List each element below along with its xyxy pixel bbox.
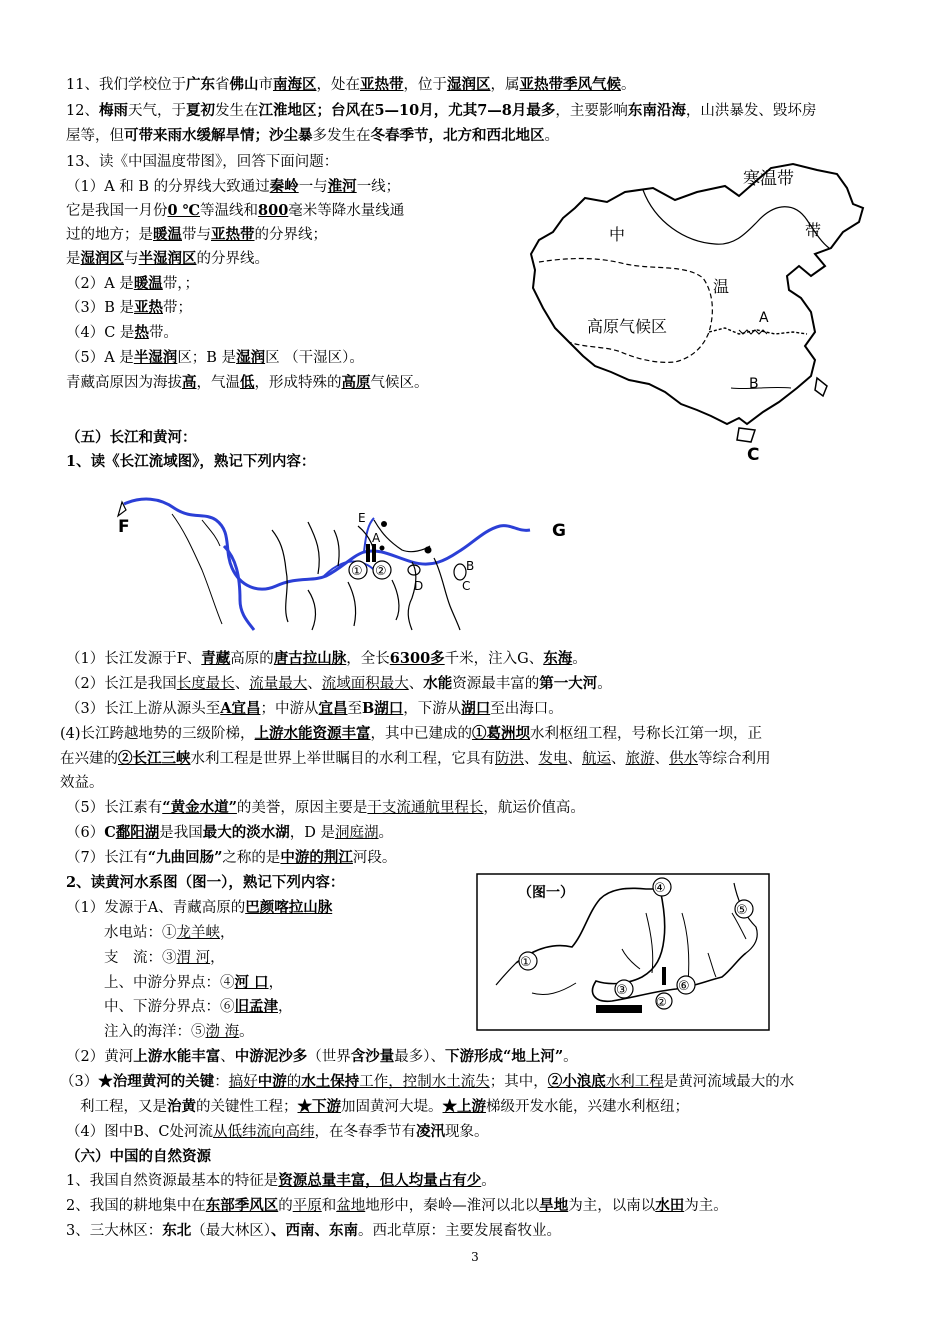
section-5-title: （五）长江和黄河：	[66, 429, 197, 446]
text: ，全长	[346, 651, 390, 667]
q13-title: 13、读《中国温度带图》，回答下面问题：	[66, 154, 339, 170]
q12-line1	[66, 101, 816, 121]
hh-sea	[104, 1022, 254, 1042]
hh-upper-middle	[104, 973, 283, 993]
text: 梅雨	[98, 102, 128, 119]
text: ，属	[490, 77, 520, 93]
hh-p3-line1	[60, 1072, 794, 1092]
text: 含沙量	[350, 1048, 395, 1065]
text: 。	[239, 1024, 254, 1040]
text: B	[362, 700, 375, 717]
answer: 流域面积最大	[321, 676, 409, 692]
yz-p7	[66, 848, 396, 868]
text: （3）	[60, 1074, 99, 1090]
text: （7）长江有	[66, 850, 148, 866]
text: （4）C 是	[66, 325, 135, 341]
answer: 旅游	[625, 751, 655, 767]
text: 东南	[328, 1222, 358, 1239]
text: 它是我国一月份	[66, 203, 168, 219]
answer: ②小浪底	[547, 1073, 606, 1090]
text: 地形中，秦岭—淮河以北以	[365, 1198, 540, 1214]
answer: 盆地	[336, 1198, 366, 1214]
text: 过的地方；是	[66, 227, 153, 243]
text: 省	[214, 77, 230, 93]
q13-line8	[66, 348, 364, 368]
hh-tributary	[104, 948, 225, 968]
label-d: D	[414, 579, 424, 593]
text: 的美誉，原因主要是	[236, 800, 368, 816]
text: 一线；	[356, 179, 401, 195]
answer: 暖温	[153, 226, 182, 243]
text: 青藏高原因为海拔	[66, 375, 182, 391]
text: 凌汛	[415, 1123, 445, 1140]
text: 至	[347, 701, 362, 717]
text: 2、我国的耕地集中在	[66, 1198, 206, 1214]
label-5: ⑤	[736, 903, 748, 918]
text: 、	[307, 676, 322, 692]
text: 支 流：③	[104, 950, 177, 966]
text: 河段。	[352, 850, 397, 866]
text: ；台风在	[316, 102, 375, 119]
text: 东南沿海	[627, 102, 686, 119]
q13-line4	[66, 249, 269, 269]
text: 。	[563, 1049, 578, 1065]
answer: A	[220, 700, 232, 717]
text: 。	[572, 651, 587, 667]
yz-p1	[66, 649, 587, 669]
q13-line6	[66, 298, 192, 318]
label-plateau-climate: 高原气候区	[587, 317, 668, 336]
answer: 工作，控制水土流失	[359, 1074, 490, 1090]
text: 第一大河	[539, 675, 598, 692]
text: 为主。	[684, 1198, 728, 1214]
text: 是黄河流域最大的水	[663, 1074, 795, 1090]
answer: 旧孟津	[234, 998, 278, 1015]
yangtze-intro: 1、读《长江流域图》，熟记下列内容：	[66, 453, 316, 470]
label-e: E	[358, 511, 366, 525]
section-6-title: （六）中国的自然资源	[66, 1148, 211, 1165]
text: ，气温	[196, 375, 240, 391]
text: （5）A 是	[66, 350, 134, 366]
q13-line7	[66, 323, 178, 343]
answer: 高	[182, 374, 197, 391]
label-dai: 带	[805, 221, 822, 240]
text: ，形成特殊的	[254, 375, 342, 391]
text: 中、下游分界点：⑥	[104, 999, 235, 1015]
answer: 青藏	[201, 650, 231, 667]
label-dam-1: ①	[351, 564, 363, 579]
label-c: C	[747, 445, 760, 464]
answer: 流量最大	[249, 676, 308, 692]
yellow-river-map	[476, 873, 770, 1031]
answer: 淮河	[327, 178, 357, 195]
text: ，	[268, 975, 284, 991]
text: ，主要影响	[555, 103, 628, 119]
text: （2）黄河	[66, 1049, 134, 1065]
text: ，D 是	[289, 825, 336, 841]
text: ，山洪暴发、毁坏房	[685, 103, 817, 119]
text: 的关键性工程；	[196, 1099, 298, 1115]
text: 。	[481, 1173, 496, 1189]
text: 的	[278, 1198, 293, 1214]
text: ，其中已建成的	[370, 726, 473, 742]
answer: 南海区	[272, 76, 317, 93]
answer: ★下游	[297, 1098, 341, 1115]
label-6: ⑥	[678, 979, 690, 994]
yz-p4-line3: 效益。	[60, 775, 104, 791]
q13-line2	[66, 201, 404, 221]
text: ；其中，	[489, 1074, 548, 1090]
yz-p5	[66, 798, 585, 818]
answer: 葛洲坝	[486, 725, 531, 742]
answer: 干支流通航里程长	[367, 800, 484, 816]
text: 、	[611, 751, 626, 767]
text: 、	[567, 751, 582, 767]
answer: 湿润区	[80, 250, 124, 267]
text: 屋等，但	[66, 128, 124, 144]
text: 天气，于	[127, 103, 186, 119]
answer: 唐古拉山脉	[273, 650, 347, 667]
text: 最大的淡水湖	[202, 824, 290, 841]
text: 带与	[182, 227, 211, 243]
text: 气候区。	[370, 375, 429, 391]
answer: 秦岭	[269, 178, 299, 195]
text: 现象。	[444, 1124, 489, 1140]
answer: 中游的荆江	[280, 849, 353, 866]
text: “地上河”	[502, 1048, 564, 1065]
hh-p4	[66, 1122, 488, 1142]
text: (4)长江跨越地势的三级阶梯，	[60, 726, 255, 742]
text: 、	[234, 676, 250, 692]
label-zhong: 中	[609, 225, 626, 244]
text: 区 （干湿区）。	[265, 350, 364, 366]
text: 、	[220, 1049, 235, 1065]
text: ，位于	[403, 77, 447, 93]
text: 区；B 是	[177, 350, 237, 366]
label-1: ①	[520, 955, 532, 970]
label-dam-2: ②	[375, 564, 387, 579]
res-line1	[66, 1171, 496, 1191]
answer: 亚热带季风气候	[519, 76, 621, 93]
q12-line2	[66, 126, 559, 146]
text: （5）长江素有	[66, 800, 163, 816]
hh-p2	[66, 1047, 578, 1067]
text: 多发生在	[312, 128, 371, 144]
text: 、	[654, 751, 669, 767]
text: 广东	[185, 76, 215, 93]
text: （1）发源于A、青藏高原的	[66, 900, 246, 916]
text: “九曲回肠”	[147, 849, 223, 866]
text: 水利枢纽工程，号称长江第一坝，正	[530, 726, 763, 742]
text: 、	[408, 676, 424, 692]
text: 等温线和	[200, 203, 259, 219]
yz-p2	[66, 674, 612, 694]
answer: 发电	[538, 751, 568, 767]
hh-p1	[66, 898, 332, 918]
text: （1）长江发源于F、	[66, 651, 202, 667]
answer: 东海	[543, 650, 573, 667]
text: 带；	[163, 300, 192, 316]
answer: 湖口	[461, 700, 491, 717]
answer: “黄金水道”	[162, 799, 237, 816]
yz-p3	[66, 699, 563, 719]
answer: 热	[134, 324, 149, 341]
text: 。西北草原：主要发展畜牧业。	[357, 1223, 561, 1239]
text: 加固黄河大堤。	[341, 1099, 443, 1115]
text: （4）图中B、C处河流	[66, 1124, 213, 1140]
text: 11、我们学校位于	[66, 77, 186, 93]
answer: 800	[258, 202, 289, 219]
q13-line9	[66, 373, 429, 393]
text: 沙尘暴	[269, 127, 313, 144]
text: 最多）、	[394, 1049, 445, 1065]
text: 是我国	[159, 825, 203, 841]
answer: 低	[240, 374, 255, 391]
answer: 长度最长	[176, 676, 235, 692]
text: ，	[220, 925, 235, 941]
label-b: B	[749, 376, 759, 392]
text: 千米，注入G、	[444, 651, 544, 667]
answer: 长江三峡	[132, 750, 191, 767]
text: 水能	[423, 675, 453, 692]
text: 5—10月，尤其7—8月最多	[374, 102, 556, 119]
text: 治黄	[167, 1098, 196, 1115]
answer: 6300多	[389, 650, 445, 667]
text: 是	[66, 251, 81, 267]
text: 。	[544, 128, 559, 144]
text: 高原的	[230, 651, 274, 667]
text: ，	[210, 950, 225, 966]
text: 、	[524, 751, 539, 767]
label-3: ③	[616, 983, 628, 998]
yz-p6	[66, 823, 393, 843]
res-line2	[66, 1196, 728, 1216]
answer: 湖口	[374, 700, 404, 717]
answer: 水利工程	[605, 1074, 664, 1090]
text: 注入的海洋：⑤	[104, 1024, 206, 1040]
text: （最大林区）	[191, 1223, 271, 1239]
text: 和	[321, 1198, 337, 1214]
text: ：	[214, 1074, 229, 1090]
q13-line5	[66, 274, 199, 294]
text: ，	[278, 999, 293, 1015]
china-temperature-map	[525, 162, 870, 464]
text: ★治理黄河的关键	[98, 1073, 215, 1090]
answer: 宜昌	[231, 700, 261, 717]
text: 的分界线。	[196, 251, 269, 267]
yz-p4-line1	[60, 724, 762, 744]
text: 水电站：①	[104, 925, 177, 941]
answer: 半湿润区	[138, 250, 197, 267]
text: 、	[314, 1222, 329, 1239]
hh-middle-lower	[104, 997, 293, 1017]
text: 下游形成	[444, 1048, 503, 1065]
text: ，	[428, 127, 443, 144]
text: 之称的是	[222, 850, 281, 866]
answer: 搞好	[228, 1074, 258, 1090]
text: 夏初	[185, 102, 215, 119]
page-number: 3	[471, 1250, 479, 1264]
text: 。	[597, 676, 612, 692]
text: 一与	[298, 179, 328, 195]
answer: 龙羊峡	[176, 925, 220, 941]
q13-line1	[66, 177, 400, 197]
text: 资源最丰富的	[452, 676, 540, 692]
answer: 中游	[257, 1073, 287, 1090]
answer: 鄱阳湖	[115, 824, 160, 841]
text: 、	[270, 1222, 286, 1239]
answer: ②	[118, 750, 133, 767]
text: ，航运价值高。	[483, 800, 585, 816]
text: 中游泥沙多	[234, 1048, 308, 1065]
answer: 东部季风区	[205, 1197, 279, 1214]
text: 西南	[285, 1222, 315, 1239]
text: （3）B 是	[66, 300, 134, 316]
label-f: F	[118, 517, 130, 537]
text: 佛山	[229, 76, 259, 93]
text: ，在冬春季节有	[314, 1124, 416, 1140]
answer: 高原	[341, 374, 371, 391]
hh-p3-line2	[80, 1097, 689, 1117]
text: 冬春季节	[370, 127, 429, 144]
answer: 湿润区	[446, 76, 491, 93]
text: 带，；	[162, 276, 200, 292]
answer: 的	[286, 1074, 302, 1090]
answer: 水土保持	[301, 1073, 360, 1090]
text: 与	[124, 251, 139, 267]
label-a: A	[372, 531, 381, 545]
text: 毫米等降水量线通	[288, 203, 405, 219]
text: ；	[254, 127, 269, 144]
answer: 平原	[292, 1198, 322, 1214]
answer: 水田	[655, 1197, 685, 1214]
answer: 渭 河	[176, 950, 211, 966]
text: 至出海口。	[490, 701, 563, 717]
label-4: ④	[654, 881, 666, 896]
text: ，处在	[316, 77, 360, 93]
text: 梯级开发水能，兴建水利枢纽；	[486, 1099, 689, 1115]
text: 12、	[66, 103, 99, 119]
text: 在兴建的	[60, 751, 118, 767]
answer: 供水	[669, 751, 698, 767]
text: 。	[620, 77, 636, 93]
label-a: A	[759, 310, 769, 326]
text: 利工程，又是	[80, 1099, 167, 1115]
answer: ①	[472, 725, 487, 742]
text: 等综合利用	[698, 751, 771, 767]
label-2: ②	[656, 995, 667, 1009]
text: 带。	[148, 325, 178, 341]
text: 北方和西北地区	[443, 127, 545, 144]
text: 为主，以南以	[568, 1198, 656, 1214]
text: （6）	[66, 825, 105, 841]
text: 上、中游分界点：④	[104, 975, 235, 991]
label-c: C	[462, 579, 471, 593]
label-g: G	[552, 521, 566, 541]
text: C	[104, 824, 116, 841]
text: 3、三大林区：	[66, 1223, 163, 1239]
label-wen: 温	[713, 277, 730, 296]
yellow-river-intro: 2、读黄河水系图（图一），熟记下列内容：	[66, 874, 345, 891]
text: （世界	[307, 1049, 351, 1065]
text: （2）长江是我国	[66, 676, 177, 692]
answer: 宜昌	[318, 700, 348, 717]
text: ；中游从	[260, 701, 319, 717]
text: （1）A 和 B 的分界线大致通过	[66, 179, 270, 195]
answer: 河 口	[234, 974, 269, 991]
text: 1、我国自然资源最基本的特征是	[66, 1173, 279, 1189]
answer: 半湿润	[133, 349, 178, 366]
answer: 湿润	[236, 349, 266, 366]
text: （3）长江上游从源头至	[66, 701, 221, 717]
q13-line3	[66, 225, 327, 245]
answer: 洞庭湖	[335, 825, 379, 841]
text: 可带来雨水缓解旱情	[124, 127, 255, 144]
text: 发生在	[214, 103, 259, 119]
hh-hydropower	[104, 923, 235, 943]
answer: ★上游	[442, 1098, 486, 1115]
text: 东北	[162, 1222, 192, 1239]
text: 水利工程是世界上举世瞩目的水利工程，它具有	[190, 751, 495, 767]
answer: 上游水能资源丰富	[254, 725, 371, 742]
q11-line	[66, 75, 635, 95]
text: 市	[258, 77, 273, 93]
answer: 暖温	[133, 275, 163, 292]
answer: 航运	[582, 751, 611, 767]
answer: 渤 海	[205, 1024, 240, 1040]
yangtze-basin-map	[112, 490, 582, 632]
figure-title: （图一）	[518, 885, 574, 901]
answer: 从低纬流向高纬	[212, 1124, 315, 1140]
text: 的分界线；	[254, 227, 327, 243]
answer: 旱地	[539, 1197, 569, 1214]
answer: 防洪	[495, 751, 524, 767]
text: （2）A 是	[66, 276, 134, 292]
label-cold-temperate: 寒温带	[743, 169, 794, 189]
res-line3	[66, 1221, 561, 1241]
answer: 0 ℃	[167, 202, 201, 219]
answer: 资源总量丰富，但人均量占有少	[278, 1172, 482, 1189]
answer: 亚热带	[359, 76, 404, 93]
text: 江淮地区	[258, 102, 317, 119]
answer: 亚热	[134, 299, 163, 316]
answer: 巴颜喀拉山脉	[245, 899, 333, 916]
text: 上游水能丰富	[133, 1048, 221, 1065]
answer: 亚热带	[211, 226, 255, 243]
label-b: B	[466, 559, 475, 573]
text: 。	[378, 825, 394, 841]
yz-p4-line2	[60, 749, 771, 769]
text: ，下游从	[403, 701, 462, 717]
